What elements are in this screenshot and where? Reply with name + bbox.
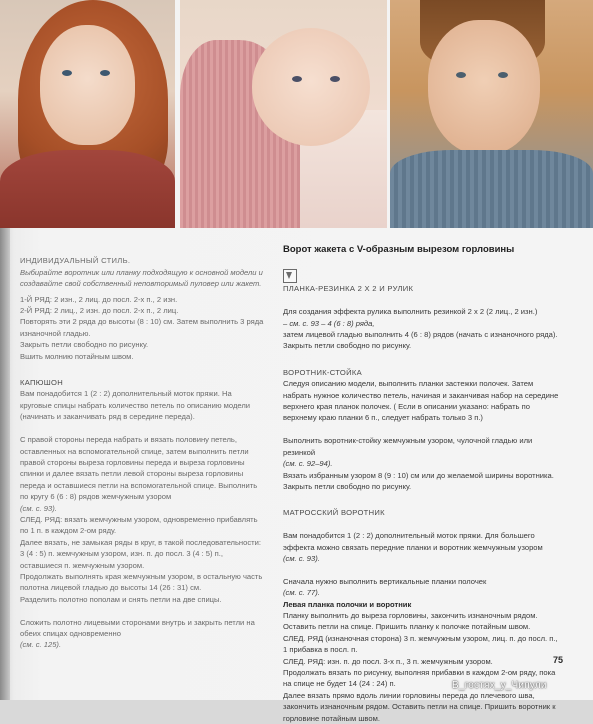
row-1: 1-Й РЯД: 2 изн., 2 лиц. до посл. 2-х п., 2 изн. xyxy=(20,294,178,304)
rib-p1-ref: – см. с. 93 – 4 (6 : 8) ряда, xyxy=(283,318,375,328)
hood-p6-ref: (см. с. 125). xyxy=(20,640,62,650)
hood-p4: Продолжать выполнять края жемчужным узором, в остальную часть полотна лицевой гладью до высоты 14 (26 : 31) см. xyxy=(20,571,263,593)
boy-face xyxy=(428,20,540,155)
hood-p3: Далее вязать, не замыкая ряды в круг, в такой последовательности: 3 (4 : 5) п. жемчужным узором, изн. п. до посл. 3 (4 : 5) п., оставшиеся п. жемчужным узором. xyxy=(20,537,261,570)
hood-p5: Разделить полотно пополам и снять петли на две спицы. xyxy=(20,594,222,604)
stand-p2-ref: (см. с. 92–94). xyxy=(283,459,333,469)
photo-girl-sweater xyxy=(0,0,175,228)
style-title: ИНДИВИДУАЛЬНЫЙ СТИЛЬ. xyxy=(20,256,131,266)
sailor-title: МАТРОССКИЙ ВОРОТНИК xyxy=(283,508,385,518)
row-2: 2-Й РЯД: 2 лиц., 2 изн. до посл. 2-х п., 2 лиц. xyxy=(20,306,179,316)
sailor-subheading: Левая планка полочки и воротник xyxy=(283,599,412,609)
girl-eye-right xyxy=(100,70,110,76)
row-bindoff: Закрыть петли свободно по рисунку. xyxy=(20,340,149,350)
rib-title: ПЛАНКА-РЕЗИНКА 2 Х 2 И РУЛИК xyxy=(283,284,414,294)
row-zipper: Вшить молнию потайным швом. xyxy=(20,351,134,361)
hood-p6: Сложить полотно лицевыми сторонами внутрь и закрыть петли на обеих спицах одновременно xyxy=(20,617,255,638)
stand-p2-end: Вязать избранным узором 8 (9 : 10) см или до желаемой ширины воротника. Закрыть петли свободно по рисунку. xyxy=(283,470,554,491)
photo-boy-collar-sweater xyxy=(390,0,593,228)
sailor-p2-ref: (см. с. 77). xyxy=(283,588,320,598)
sailor-p1-ref: (см. с. 93). xyxy=(283,553,320,563)
stand-title: ВОРОТНИК-СТОЙКА xyxy=(283,367,362,377)
right-column xyxy=(283,244,563,724)
boy-sweater xyxy=(390,150,593,228)
sailor-p2: Сначала нужно выполнить вертикальные планки полочек xyxy=(283,576,487,586)
boy-eye-left xyxy=(456,72,466,78)
rib-p1-end: затем лицевой гладью выполнить 4 (6 : 8) рядов (начать с изнаночного ряда). Закрыть петли свободно по рисунку. xyxy=(283,330,558,351)
sailor-p3: Планку выполнить до выреза горловины, закончить изнаночным рядом. Оставить петли на спице. Пришить планку к полочке потайным швом. xyxy=(283,610,538,632)
hood-sled: СЛЕД. РЯД: вязать жемчужным узором, одновременно прибавлять по 1 п. в каждом 2-ом ряду. xyxy=(20,514,258,536)
sailor-p5: Далее вязать прямо вдоль линии горловины переда до плечевого шва, закончить изнаночным рядом. Оставить петли на спице. Пришить воротник к горловине потайным швом. xyxy=(283,690,556,723)
left-column xyxy=(20,244,265,651)
photo-baby-cardigan xyxy=(180,0,387,228)
baby-eye-left xyxy=(292,76,302,82)
hood-p2: С правой стороны переда набрать и вязать половину петель, оставленных на вспомогательной спице, затем выполнить петли правой стороны выреза горловины переда и выреза горловины спинки и далее вязать петли левой стороны выреза горловины переда и оставшиеся петли на вспомогательной спице. Выполнить по кругу 6 (6 : 8) рядов жемчужным узором xyxy=(20,435,258,502)
girl-eye-left xyxy=(62,70,72,76)
page-number: 75 xyxy=(553,655,564,665)
hood-title: КАПЮШОН xyxy=(20,378,63,388)
sailor-sled1: СЛЕД. РЯД (изнаночная сторона) 3 п. жемчужным узором, лиц. п. до посл. п., 1 прибавка в посл. п. xyxy=(283,633,558,655)
stand-p1: Следуя описанию модели, выполнить планки застежки полочек. Затем набрать нужное количество петель, начиная и заканчивая набор на середине верхнего края планок полочек. ( Если в описании указано: набрать по верхнему краю планки 6 п., следует набрать только 3 п.) xyxy=(283,379,559,423)
hood-p2-ref: (см. с. 93). xyxy=(20,503,57,513)
girl-face xyxy=(40,25,135,145)
sailor-sled2: СЛЕД. РЯД: изн. п. до посл. 3-х п., 3 п. жемчужным узором. xyxy=(283,656,493,666)
hood-p1: Вам понадобится 1 (2 : 2) дополнительный моток пряжи. На круговые спицы набрать количество петель по описанию модели (начинать и заканчивать ряд в середине переда). xyxy=(20,389,251,422)
style-intro: Выбирайте воротник или планку подходящую к основной модели и создавайте свой собственный неповторимый пуловер или жакет. xyxy=(20,267,263,289)
rib-p1: Для создания эффекта рулика выполнить резинкой 2 х 2 (2 лиц., 2 изн.) xyxy=(283,307,538,317)
baby-face xyxy=(252,28,370,146)
sailor-p1: Вам понадобится 1 (2 : 2) дополнительный моток пряжи. Для большего эффекта можно связать передние планки и воротник жемчужным узором xyxy=(283,531,543,552)
row-repeat: Повторять эти 2 ряда до высоты (8 : 10) см. Затем выполнить 3 ряда изнаночной гладью. xyxy=(20,317,264,338)
boy-eye-right xyxy=(498,72,508,78)
sailor-p4: Продолжать вязать по рисунку, выполняя прибавки в каждом 2-ом ряду, пока на спице не будет 14 (24 : 24) п. xyxy=(283,668,556,689)
section-heading: Ворот жакета с V-образным вырезом горловины xyxy=(283,244,515,255)
girl-sweater xyxy=(0,150,175,228)
v-neck-icon xyxy=(283,269,297,283)
stand-p2: Выполнить воротник-стойку жемчужным узором, чулочной гладью или резинкой xyxy=(283,436,533,457)
baby-eye-right xyxy=(330,76,340,82)
watermark: В_гостях_у_Чипули xyxy=(452,680,547,691)
